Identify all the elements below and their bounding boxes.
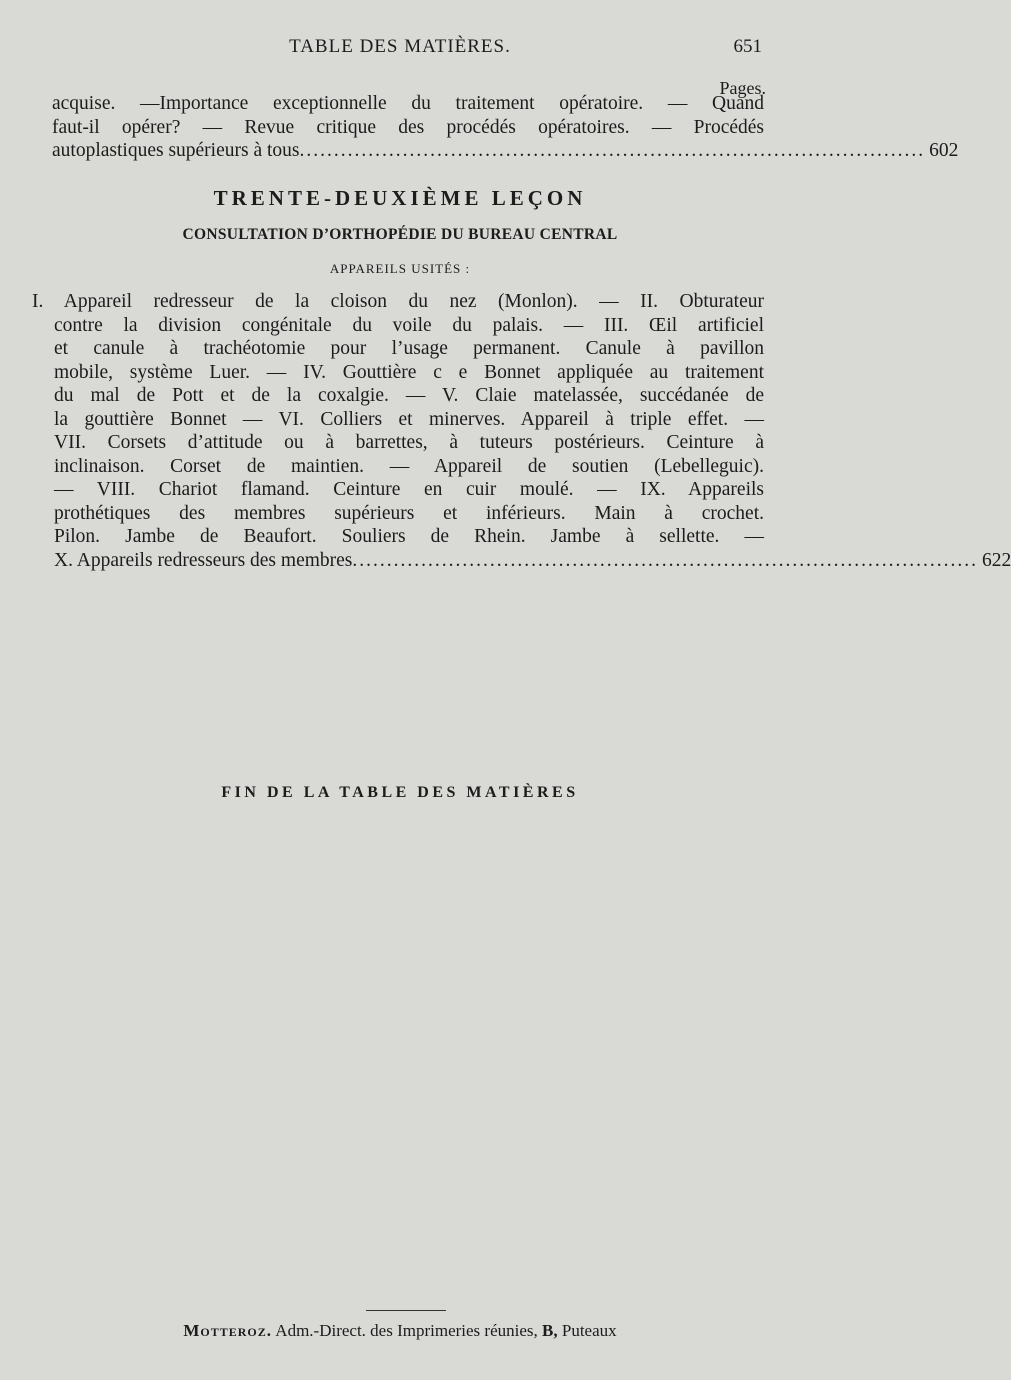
lesson-subtitle: CONSULTATION D’ORTHOPÉDIE DU BUREAU CENTRAL	[182, 226, 618, 243]
toc-line-last	[32, 549, 1011, 573]
lesson-section-heading: APPAREILS USITÉS :	[329, 261, 471, 276]
dot-leader: ...........................................................................................	[299, 140, 926, 161]
toc-line: VII. Corsets d’attitude ou à barrettes, à tuteurs postérieurs. Ceinture à	[54, 432, 764, 453]
toc-line: et canule à trachéotomie pour l’usage permanent. Canule à pavillon	[54, 338, 764, 359]
toc-entry-previous	[52, 92, 959, 163]
toc-line-text: autoplastiques supérieurs à tous	[52, 140, 300, 161]
toc-line: prothétiques des membres supérieurs et inférieurs. Main à crochet.	[54, 502, 764, 524]
toc-line: du mal de Pott et de la coxalgie. — V. Claie matelassée, succédanée de	[54, 385, 764, 406]
pages-column-label: Pages.	[719, 78, 766, 98]
imprint-text: Puteaux	[557, 1321, 617, 1340]
page-reference: 622	[982, 549, 1011, 571]
toc-line-last	[52, 139, 959, 163]
page-reference: 602	[929, 140, 959, 161]
toc-entry-lesson	[32, 290, 1011, 572]
dot-leader: ...........................................................................................	[352, 549, 978, 571]
toc-line: faut-il opérer? — Revue critique des procédés opératoires. — Procédés	[52, 116, 764, 138]
toc-line: Pilon. Jambe de Beaufort. Souliers de Rhein. Jambe à sellette. —	[54, 526, 764, 547]
printer-imprint	[0, 1321, 800, 1341]
toc-line: inclinaison. Corset de maintien. — Appareil de soutien (Lebelleguic).	[54, 455, 764, 477]
page-number: 651	[733, 36, 762, 57]
lesson-title: TRENTE-DEUXIÈME LEÇON	[213, 186, 587, 210]
imprint-text: Adm.-Direct. des Imprimeries réunies,	[271, 1321, 543, 1340]
toc-line: contre la division congénitale du voile du palais. — III. Œil artificiel	[54, 314, 764, 336]
toc-line-text: X. Appareils redresseurs des membres	[54, 549, 353, 571]
toc-line: acquise. —Importance exceptionnelle du traitement opératoire. — Quand	[52, 93, 764, 114]
imprint-divider	[366, 1310, 446, 1311]
printer-name: Motteroz.	[183, 1321, 272, 1340]
end-of-table-title: FIN DE LA TABLE DES MATIÈRES	[221, 784, 579, 801]
toc-line: I. Appareil redresseur de la cloison du nez (Monlon). — II. Obturateur	[32, 291, 764, 312]
running-title: TABLE DES MATIÈRES.	[289, 36, 511, 57]
toc-line: la gouttière Bonnet — VI. Colliers et minerves. Appareil à triple effet. —	[54, 408, 764, 430]
toc-line: — VIII. Chariot flamand. Ceinture en cuir moulé. — IX. Appareils	[54, 479, 764, 500]
toc-line: mobile, système Luer. — IV. Gouttière c e Bonnet appliquée au traitement	[54, 361, 764, 383]
imprint-bold-letter: B,	[542, 1321, 558, 1340]
